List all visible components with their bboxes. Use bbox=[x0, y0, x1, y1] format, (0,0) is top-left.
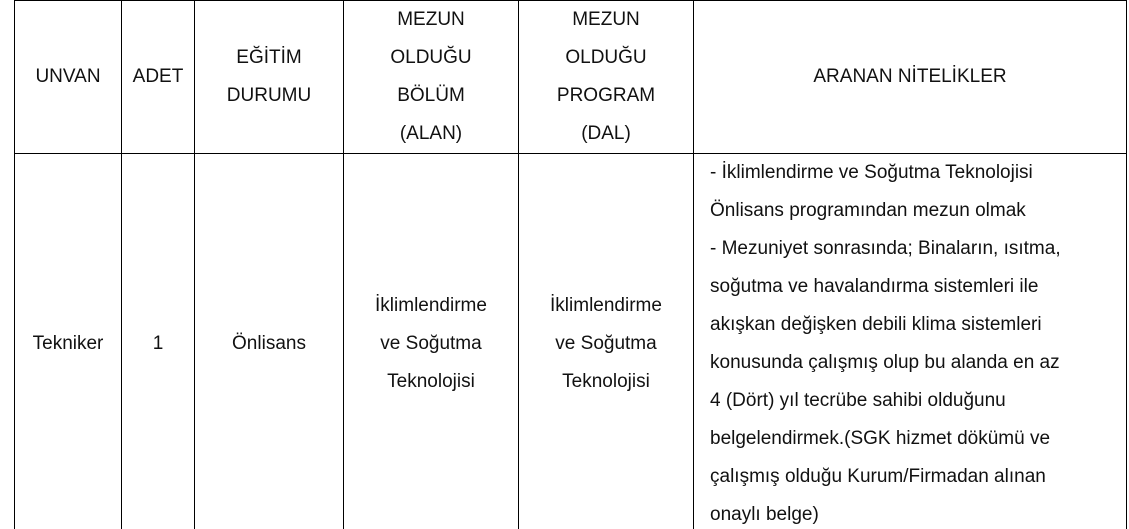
header-line: (ALAN) bbox=[399, 123, 463, 144]
header-mezun-oldugu-bolum bbox=[344, 1, 519, 154]
cell-line: İklimlendirme bbox=[550, 295, 662, 316]
header-aranan-nitelikler: ARANAN NİTELİKLER bbox=[694, 1, 1127, 154]
header-line: OLDUĞU bbox=[390, 47, 472, 68]
job-requirements-table bbox=[14, 0, 1127, 529]
cell-line: ve Soğutma bbox=[380, 333, 482, 354]
cell-line: İklimlendirme bbox=[375, 295, 487, 316]
cell-mezun-program bbox=[519, 154, 694, 529]
table-row bbox=[15, 154, 1127, 529]
cell-aranan-nitelikler bbox=[694, 154, 1127, 529]
cell-line: ve Soğutma bbox=[555, 333, 657, 354]
header-line: (DAL) bbox=[581, 123, 631, 144]
header-row bbox=[15, 1, 1127, 154]
requirement-line: soğutma ve havalandırma sistemleri ile bbox=[710, 276, 1039, 297]
cell-mezun-bolum bbox=[344, 154, 519, 529]
requirement-line: onaylı belge) bbox=[710, 504, 819, 525]
header-line: DURUMU bbox=[226, 85, 312, 106]
header-line: OLDUĞU bbox=[565, 47, 647, 68]
cell-unvan: Tekniker bbox=[15, 154, 122, 529]
requirement-line: belgelendirmek.(SGK hizmet dökümü ve bbox=[710, 428, 1051, 449]
requirement-line: akışkan değişken debili klima sistemleri bbox=[710, 314, 1042, 335]
cell-egitim-durumu: Önlisans bbox=[195, 154, 344, 529]
requirement-line: - Mezuniyet sonrasında; Binaların, ısıtma, bbox=[710, 238, 1061, 259]
header-unvan: UNVAN bbox=[15, 1, 122, 154]
requirement-line: - İklimlendirme ve Soğutma Teknolojisi bbox=[710, 162, 1033, 183]
header-egitim-durumu bbox=[195, 1, 344, 154]
header-line: MEZUN bbox=[572, 9, 640, 30]
cell-line: Teknolojisi bbox=[562, 371, 650, 392]
requirement-line: çalışmış olduğu Kurum/Firmadan alınan bbox=[710, 466, 1046, 487]
header-line: PROGRAM bbox=[556, 85, 656, 106]
header-line: EĞİTİM bbox=[236, 47, 302, 68]
cell-line: Teknolojisi bbox=[387, 371, 475, 392]
requirement-line: konusunda çalışmış olup bu alanda en az bbox=[710, 352, 1060, 373]
cell-adet: 1 bbox=[122, 154, 195, 529]
requirement-line: 4 (Dört) yıl tecrübe sahibi olduğunu bbox=[710, 390, 1006, 411]
requirement-line: Önlisans programından mezun olmak bbox=[710, 200, 1026, 221]
header-adet: ADET bbox=[122, 1, 195, 154]
header-line: MEZUN bbox=[397, 9, 465, 30]
header-line: BÖLÜM bbox=[397, 85, 465, 106]
header-mezun-oldugu-program bbox=[519, 1, 694, 154]
